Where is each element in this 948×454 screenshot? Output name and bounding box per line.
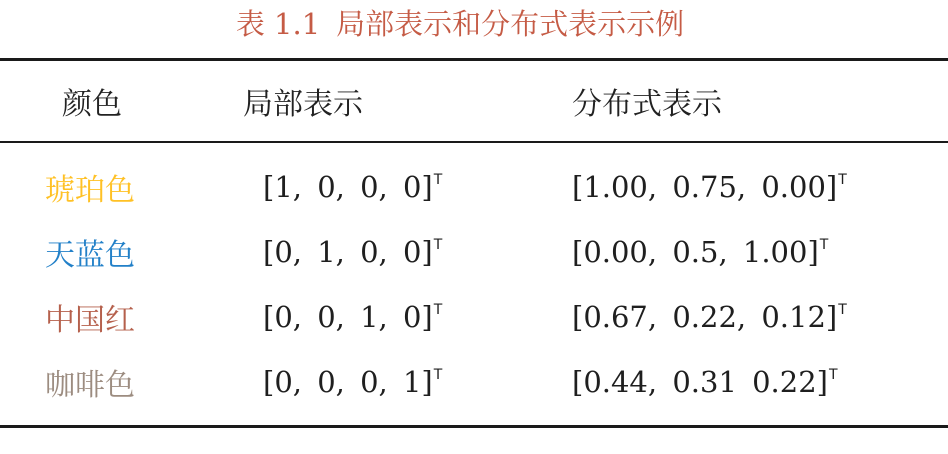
column-header-color: 颜色 — [62, 87, 122, 122]
table-caption-label: 表 1.1 — [235, 7, 321, 41]
distributed-representation-cell — [572, 170, 948, 204]
transpose-symbol: T — [433, 236, 443, 253]
color-name: 天蓝色 — [45, 237, 135, 273]
local-representation-cell — [243, 300, 572, 334]
transpose-symbol: T — [433, 366, 443, 383]
distributed-representation-cell — [572, 365, 948, 399]
distributed-representation-cell — [572, 235, 948, 269]
table-row — [0, 349, 948, 414]
vector-text: [0.44, 0.31 0.22] — [572, 364, 828, 399]
color-name: 咖啡色 — [45, 367, 135, 403]
transpose-symbol: T — [433, 301, 443, 318]
vector-text: [0, 1, 0, 0] — [263, 234, 433, 269]
column-header-distributed: 分布式表示 — [572, 87, 722, 122]
vector-text: [0, 0, 0, 1] — [263, 364, 433, 399]
vector-text: [1, 0, 0, 0] — [263, 169, 433, 204]
table-caption — [0, 2, 920, 46]
vector-text: [0, 0, 1, 0] — [263, 299, 433, 334]
transpose-symbol: T — [829, 366, 838, 383]
transpose-symbol: T — [838, 301, 847, 318]
table-row — [0, 284, 948, 349]
table-caption-text: 局部表示和分布式表示示例 — [336, 7, 685, 41]
local-representation-cell — [243, 170, 572, 204]
color-name: 中国红 — [45, 302, 135, 338]
local-representation-cell — [243, 365, 572, 399]
column-header-local: 局部表示 — [243, 87, 363, 122]
distributed-representation-cell — [572, 300, 948, 334]
table-header-row — [0, 61, 948, 141]
table-row — [0, 154, 948, 219]
local-representation-cell — [243, 235, 572, 269]
table-row — [0, 219, 948, 284]
vector-text: [1.00, 0.75, 0.00] — [572, 169, 838, 204]
vector-text: [0.00, 0.5, 1.00] — [572, 234, 819, 269]
table-body — [0, 143, 948, 414]
transpose-symbol: T — [819, 236, 829, 253]
transpose-symbol: T — [838, 171, 847, 188]
table-bottom-rule — [0, 425, 948, 428]
transpose-symbol: T — [433, 171, 443, 188]
color-name: 琥珀色 — [45, 172, 135, 208]
vector-text: [0.67, 0.22, 0.12] — [572, 299, 838, 334]
